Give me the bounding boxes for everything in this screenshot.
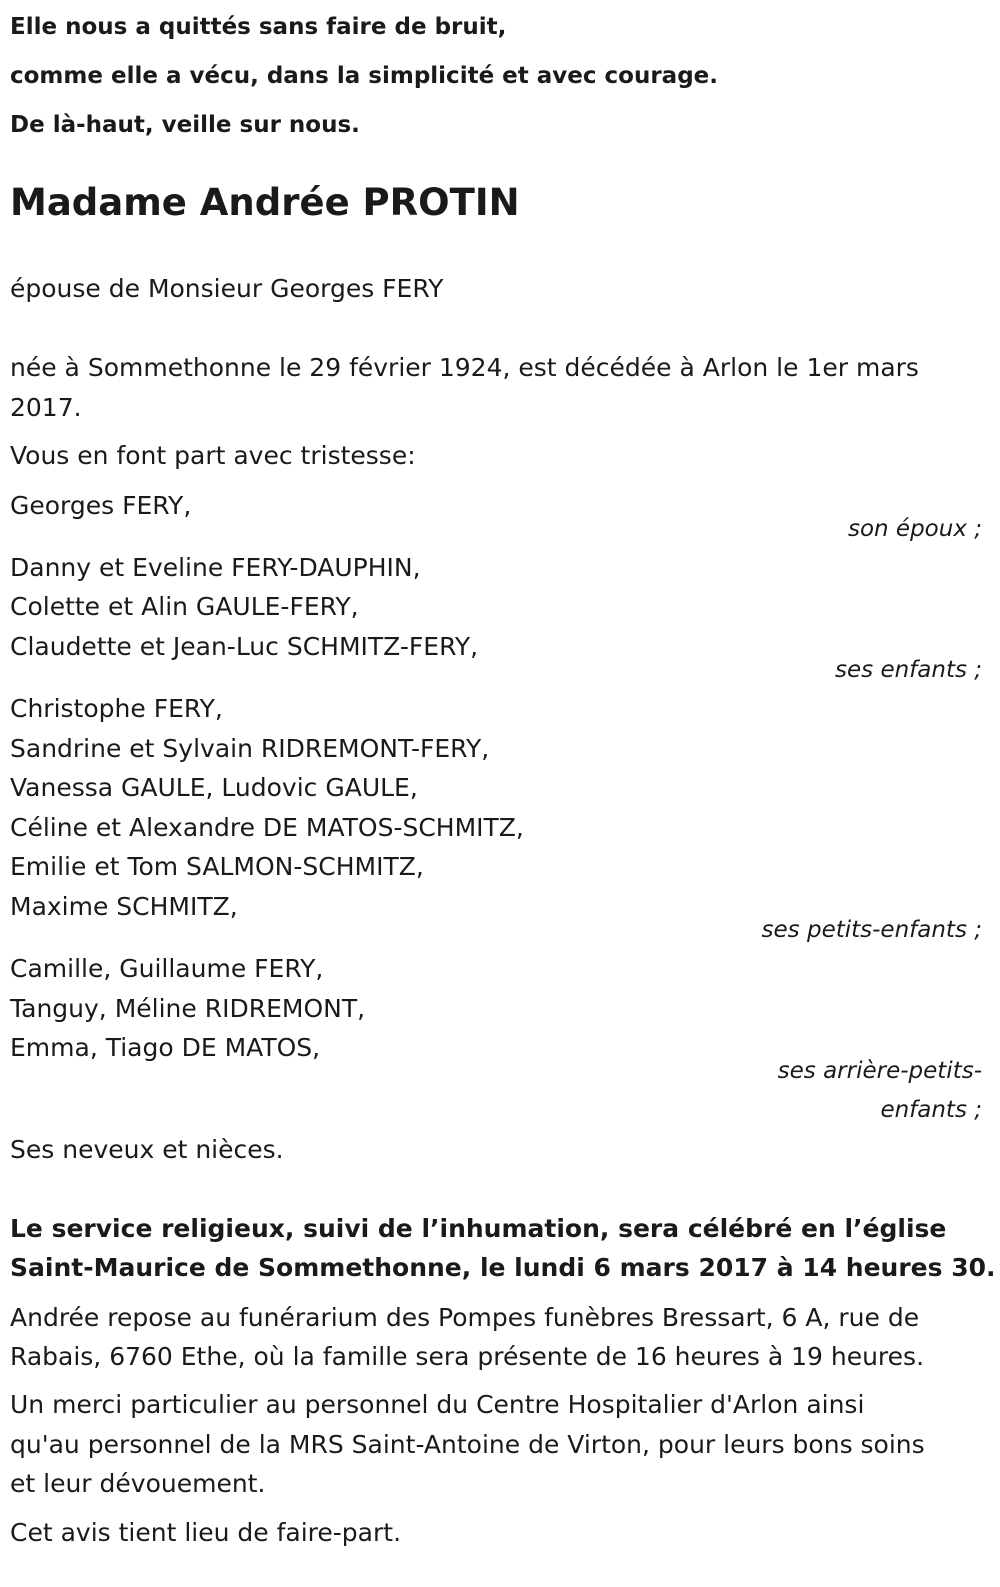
family-name: Emma, Tiago DE MATOS,	[10, 1033, 321, 1062]
service-line-2: Saint-Maurice de Sommethonne, le lundi 6 mars 2017 à 14 heures 30.	[10, 1253, 996, 1282]
family-name: Camille, Guillaume FERY,	[10, 954, 324, 983]
family-name: Maxime SCHMITZ,	[10, 892, 238, 921]
family-name: Vanessa GAULE, Ludovic GAULE,	[10, 773, 418, 802]
nephews-line: Ses neveux et nièces.	[10, 1135, 284, 1164]
service-line-1: Le service religieux, suivi de l’inhumation, sera célébré en l’église	[10, 1214, 947, 1243]
family-name: Georges FERY,	[10, 491, 192, 520]
family-role-great-grandchildren-1: ses arrière-petits-	[777, 1058, 982, 1084]
family-role-grandchildren: ses petits-enfants ;	[761, 917, 982, 943]
family-name: Emilie et Tom SALMON-SCHMITZ,	[10, 852, 424, 881]
announcement-text: Vous en font part avec tristesse:	[10, 441, 416, 470]
family-role-children: ses enfants ;	[835, 657, 982, 683]
family-name: Danny et Eveline FERY-DAUPHIN,	[10, 553, 421, 582]
family-name: Claudette et Jean-Luc SCHMITZ-FERY,	[10, 632, 479, 661]
spouse-line: épouse de Monsieur Georges FERY	[10, 274, 444, 303]
thanks-line-1: Un merci particulier au personnel du Centre Hospitalier d'Arlon ainsi	[10, 1390, 865, 1419]
family-name: Colette et Alin GAULE-FERY,	[10, 592, 359, 621]
family-name: Tanguy, Méline RIDREMONT,	[10, 994, 366, 1023]
deceased-name: Madame Andrée PROTIN	[10, 181, 520, 224]
funerarium-line-1: Andrée repose au funérarium des Pompes funèbres Bressart, 6 A, rue de	[10, 1303, 920, 1332]
family-role-spouse: son époux ;	[847, 516, 982, 542]
poem-line-3: De là-haut, veille sur nous.	[10, 112, 360, 138]
poem-line-2: comme elle a vécu, dans la simplicité et avec courage.	[10, 63, 719, 89]
family-role-great-grandchildren-2: enfants ;	[880, 1097, 982, 1123]
thanks-line-2: qu'au personnel de la MRS Saint-Antoine de Virton, pour leurs bons soins	[10, 1430, 925, 1459]
family-name: Christophe FERY,	[10, 694, 223, 723]
family-name: Céline et Alexandre DE MATOS-SCHMITZ,	[10, 813, 524, 842]
family-name: Sandrine et Sylvain RIDREMONT-FERY,	[10, 734, 490, 763]
thanks-line-3: et leur dévouement.	[10, 1469, 266, 1498]
funerarium-line-2: Rabais, 6760 Ethe, où la famille sera présente de 16 heures à 19 heures.	[10, 1342, 925, 1371]
poem-line-1: Elle nous a quittés sans faire de bruit,	[10, 14, 507, 40]
birth-death-line-1: née à Sommethonne le 29 février 1924, est décédée à Arlon le 1er mars	[10, 353, 919, 382]
birth-death-line-2: 2017.	[10, 393, 82, 422]
closing-line: Cet avis tient lieu de faire-part.	[10, 1518, 402, 1547]
